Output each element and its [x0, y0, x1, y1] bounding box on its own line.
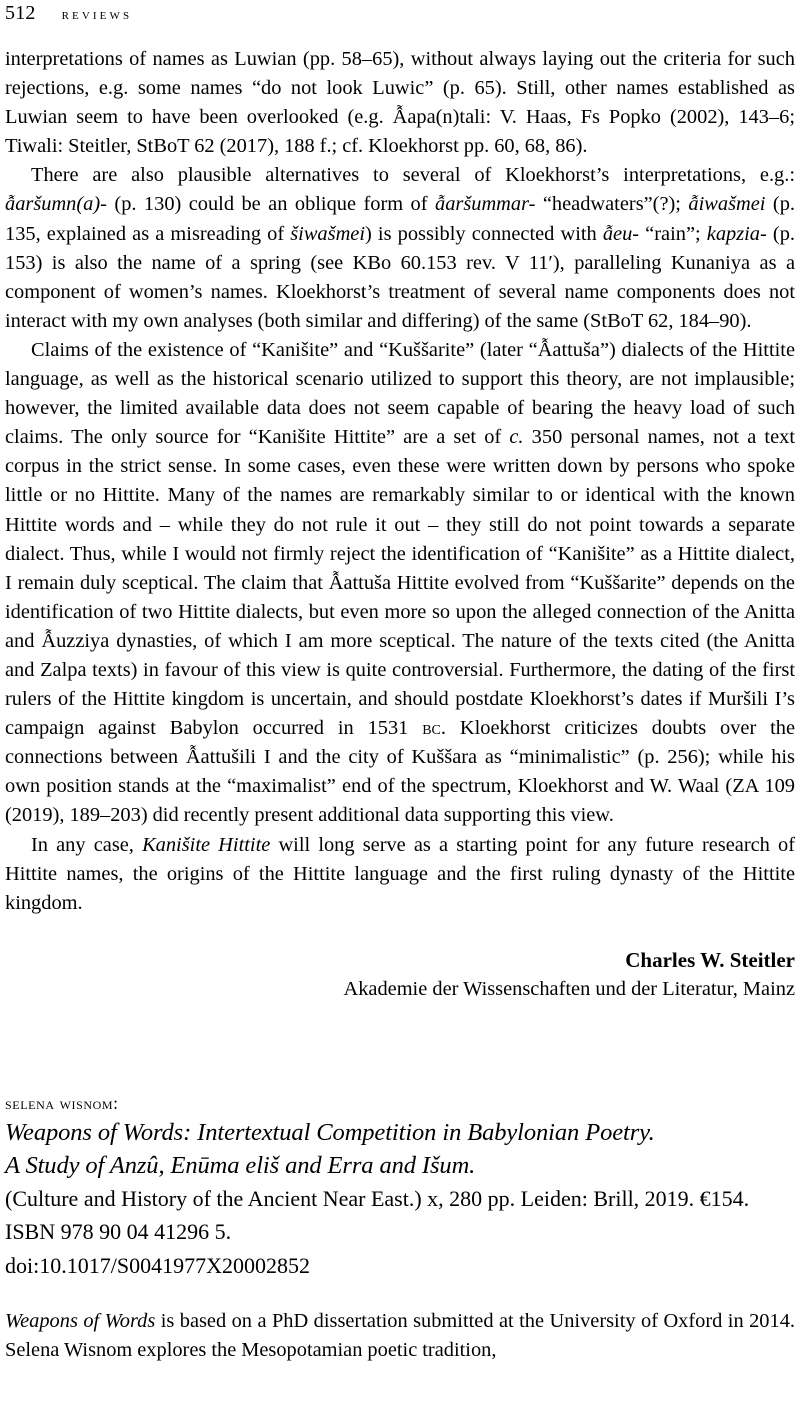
review-body-previous — [5, 45, 795, 1004]
paragraph-alternatives: There are also plausible alternatives to several of Kloekhorst’s interpretations, e.g.: ẫaršumn(a)- (p. 130) could be an oblique form of ẫaršummar- “headwaters”(?); ẫiwašmei (p. 135, explained as a misreading of šiwašmei) is possibly connected with ẫeu- “rain”; kapzia- (p. 153) is also the name of a spring (see KBo 60.153 rev. V 11′), paralleling Kunaniya as a component of women’s names. Kloekhorst’s treatment of several name components does not interact with my own analyses (both similar and differing) of the same (StBoT 62, 184–90). — [5, 164, 795, 332]
era-label-bc: bc — [422, 717, 441, 740]
paragraph-continuation: interpretations of names as Luwian (pp. 58–65), without always laying out the criteria for such rejections, e.g. some names “do not look Luwic” (p. 65). Still, other names established as Luwian seem to have been overlooked (e.g. Ẫapa(n)tali: V. Haas, Fs Popko (2002), 143–6; Tiwali: Steitler, StBoT 62 (2017), 188 f.; cf. Kloekhorst pp. 60, 68, 86). — [5, 48, 795, 158]
reviewer-signature — [5, 946, 795, 1004]
review-body-next — [5, 1307, 795, 1365]
term-siwasmei: šiwašmei — [290, 222, 366, 245]
reviewer-signature-affiliation: Akademie der Wissenschaften und der Literatur, Mainz — [343, 977, 795, 1000]
book-title-line-2: A Study of Anzû, Enūma eliš and Erra and Išum. — [5, 1151, 476, 1179]
page-number: 512 — [5, 2, 36, 24]
running-title: reviews — [61, 7, 133, 23]
term-kapzia: kapzia- — [706, 222, 767, 245]
reviewer-signature-name: Charles W. Steitler — [625, 947, 795, 972]
paragraph-conclusion: In any case, Kanišite Hittite will long serve as a starting point for any future research of Hittite names, the origins of the Hittite language and the first ruling dynasty of the Hittite kingdom. — [5, 833, 795, 914]
term-harsummar: ẫaršummar- — [435, 193, 536, 216]
paragraph-opening: Weapons of Words is based on a PhD dissertation submitted at the University of Oxford in 2014. Selena Wisnom explores the Mesopotamian poetic tradition, — [5, 1309, 795, 1361]
term-hiwasmei: ẫiwašmei — [688, 193, 766, 216]
book-title-kanisite-hittite: Kanišite Hittite — [142, 833, 271, 856]
reviewer-name: selena wisnom: — [5, 1092, 119, 1113]
paragraph-claims: Claims of the existence of “Kanišite” and “Kuššarite” (later “Ẫattuša”) dialects of the Hittite language, as well as the historical scenario utilized to support this theory, are not implausible; however, the limited available data does not seem capable of bearing the heavy load of such claims. The only source for “Kanišite Hittite” are a set of c. 350 personal names, not a text corpus in the strict sense. In some cases, even these were written down by persons who spoke little or no Hittite. Many of the names are remarkably similar to or identical with the known Hittite words and – while they do not rule it out – they still do not point towards a separate dialect. Thus, while I would not firmly reject the identification of “Kanišite” as a Hittite dialect, I remain duly sceptical. The claim that Ẫattuša Hittite evolved from “Kuššarite” depends on the identification of two Hittite dialects, but even more so upon the alleged connection of the Anitta and Ẫuzziya dynasties, of which I am more sceptical. The nature of the texts cited (the Anitta and Zalpa texts) in favour of this view is quite controversial. Furthermore, the dating of the first rulers of the Hittite kingdom is uncertain, and should postdate Kloekhorst’s dates if Muršili I’s campaign against Babylon occurred in 1531 bc. Kloekhorst criticizes doubts over the connections between Ẫattušili I and the city of Kuššara as “minimalistic” (p. 256); while his own position stands at the “maximalist” end of the spectrum, Kloekhorst and W. Waal (ZA 109 (2019), 189–203) did recently present additional data supporting this view. — [5, 338, 796, 827]
term-harsumna: ẫaršumn(a)- — [5, 193, 107, 216]
term-circa: c. — [509, 426, 524, 449]
book-title-line-1: Weapons of Words: Intertextual Competition in Babylonian Poetry. — [5, 1118, 655, 1146]
doi-identifier: doi:10.1017/S0041977X20002852 — [5, 1252, 310, 1278]
review-heading-next — [5, 1090, 795, 1282]
book-title-weapons-of-words: Weapons of Words — [5, 1309, 156, 1332]
term-heu: ẫeu- — [602, 222, 640, 245]
book-imprint: (Culture and History of the Ancient Near East.) x, 280 pp. Leiden: Brill, 2019. €154. ISBN 978 90 04 41296 5. — [5, 1185, 750, 1244]
running-head — [5, 0, 795, 32]
